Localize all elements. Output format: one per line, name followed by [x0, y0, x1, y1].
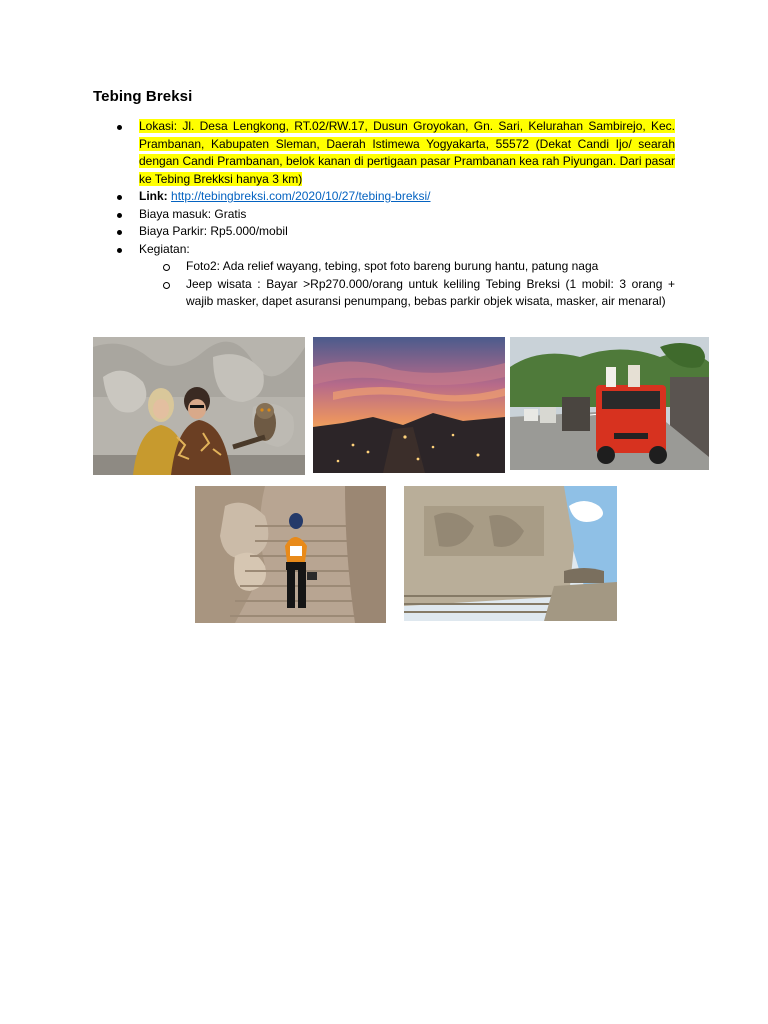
photo-couple-with-owl [93, 337, 305, 475]
location-label: Lokasi: [139, 119, 178, 133]
activity-item-jeep [139, 276, 675, 311]
list-item-activities [115, 241, 675, 311]
entry-fee-text: Biaya masuk: Gratis [139, 206, 247, 221]
website-link[interactable]: http://tebingbreksi.com/2020/10/27/tebing-breksi/ [171, 189, 431, 203]
link-label: Link: [139, 189, 168, 203]
list-item-parking-fee [115, 223, 675, 241]
info-list [115, 118, 675, 311]
list-item-location [115, 118, 675, 188]
location-text-highlighted [139, 119, 675, 186]
photo-sunset-view [313, 337, 505, 473]
list-item-link [115, 188, 675, 206]
parking-fee-text: Biaya Parkir: Rp5.000/mobil [139, 224, 288, 238]
activity-jeep-text: Jeep wisata : Bayar >Rp270.000/orang untuk keliling Tebing Breksi (1 mobil: 3 orang + wajib masker, dapet asuransi penumpang, bebas parkir objek wisata, masker, air menaral) [186, 276, 675, 308]
activities-heading: Kegiatan: [139, 241, 190, 256]
photo-woman-on-stairs [195, 486, 386, 623]
activity-item-photo [139, 258, 675, 276]
activity-photo-text: Foto2: Ada relief wayang, tebing, spot foto bareng burung hantu, patung naga [186, 259, 599, 273]
list-item-entry-fee [115, 206, 675, 224]
activities-list [139, 258, 675, 311]
page-title: Tebing Breksi [93, 88, 193, 105]
location-value: Jl. Desa Lengkong, RT.02/RW.17, Dusun Groyokan, Gn. Sari, Kelurahan Sambirejo, Kec. Prambanan, Kabupaten Sleman, Daerah Istimewa Yogyakarta, 55572 (Dekat Candi Ijo/ searah dengan Candi Prambanan, belok kanan di pertigaan pasar Prambanan kea rah Piyungan. Dari pasar ke Tebing Brekksi hanya 3 km) [139, 119, 675, 186]
photo-jeep-tour [510, 337, 709, 470]
photo-carved-cliff [404, 486, 617, 621]
